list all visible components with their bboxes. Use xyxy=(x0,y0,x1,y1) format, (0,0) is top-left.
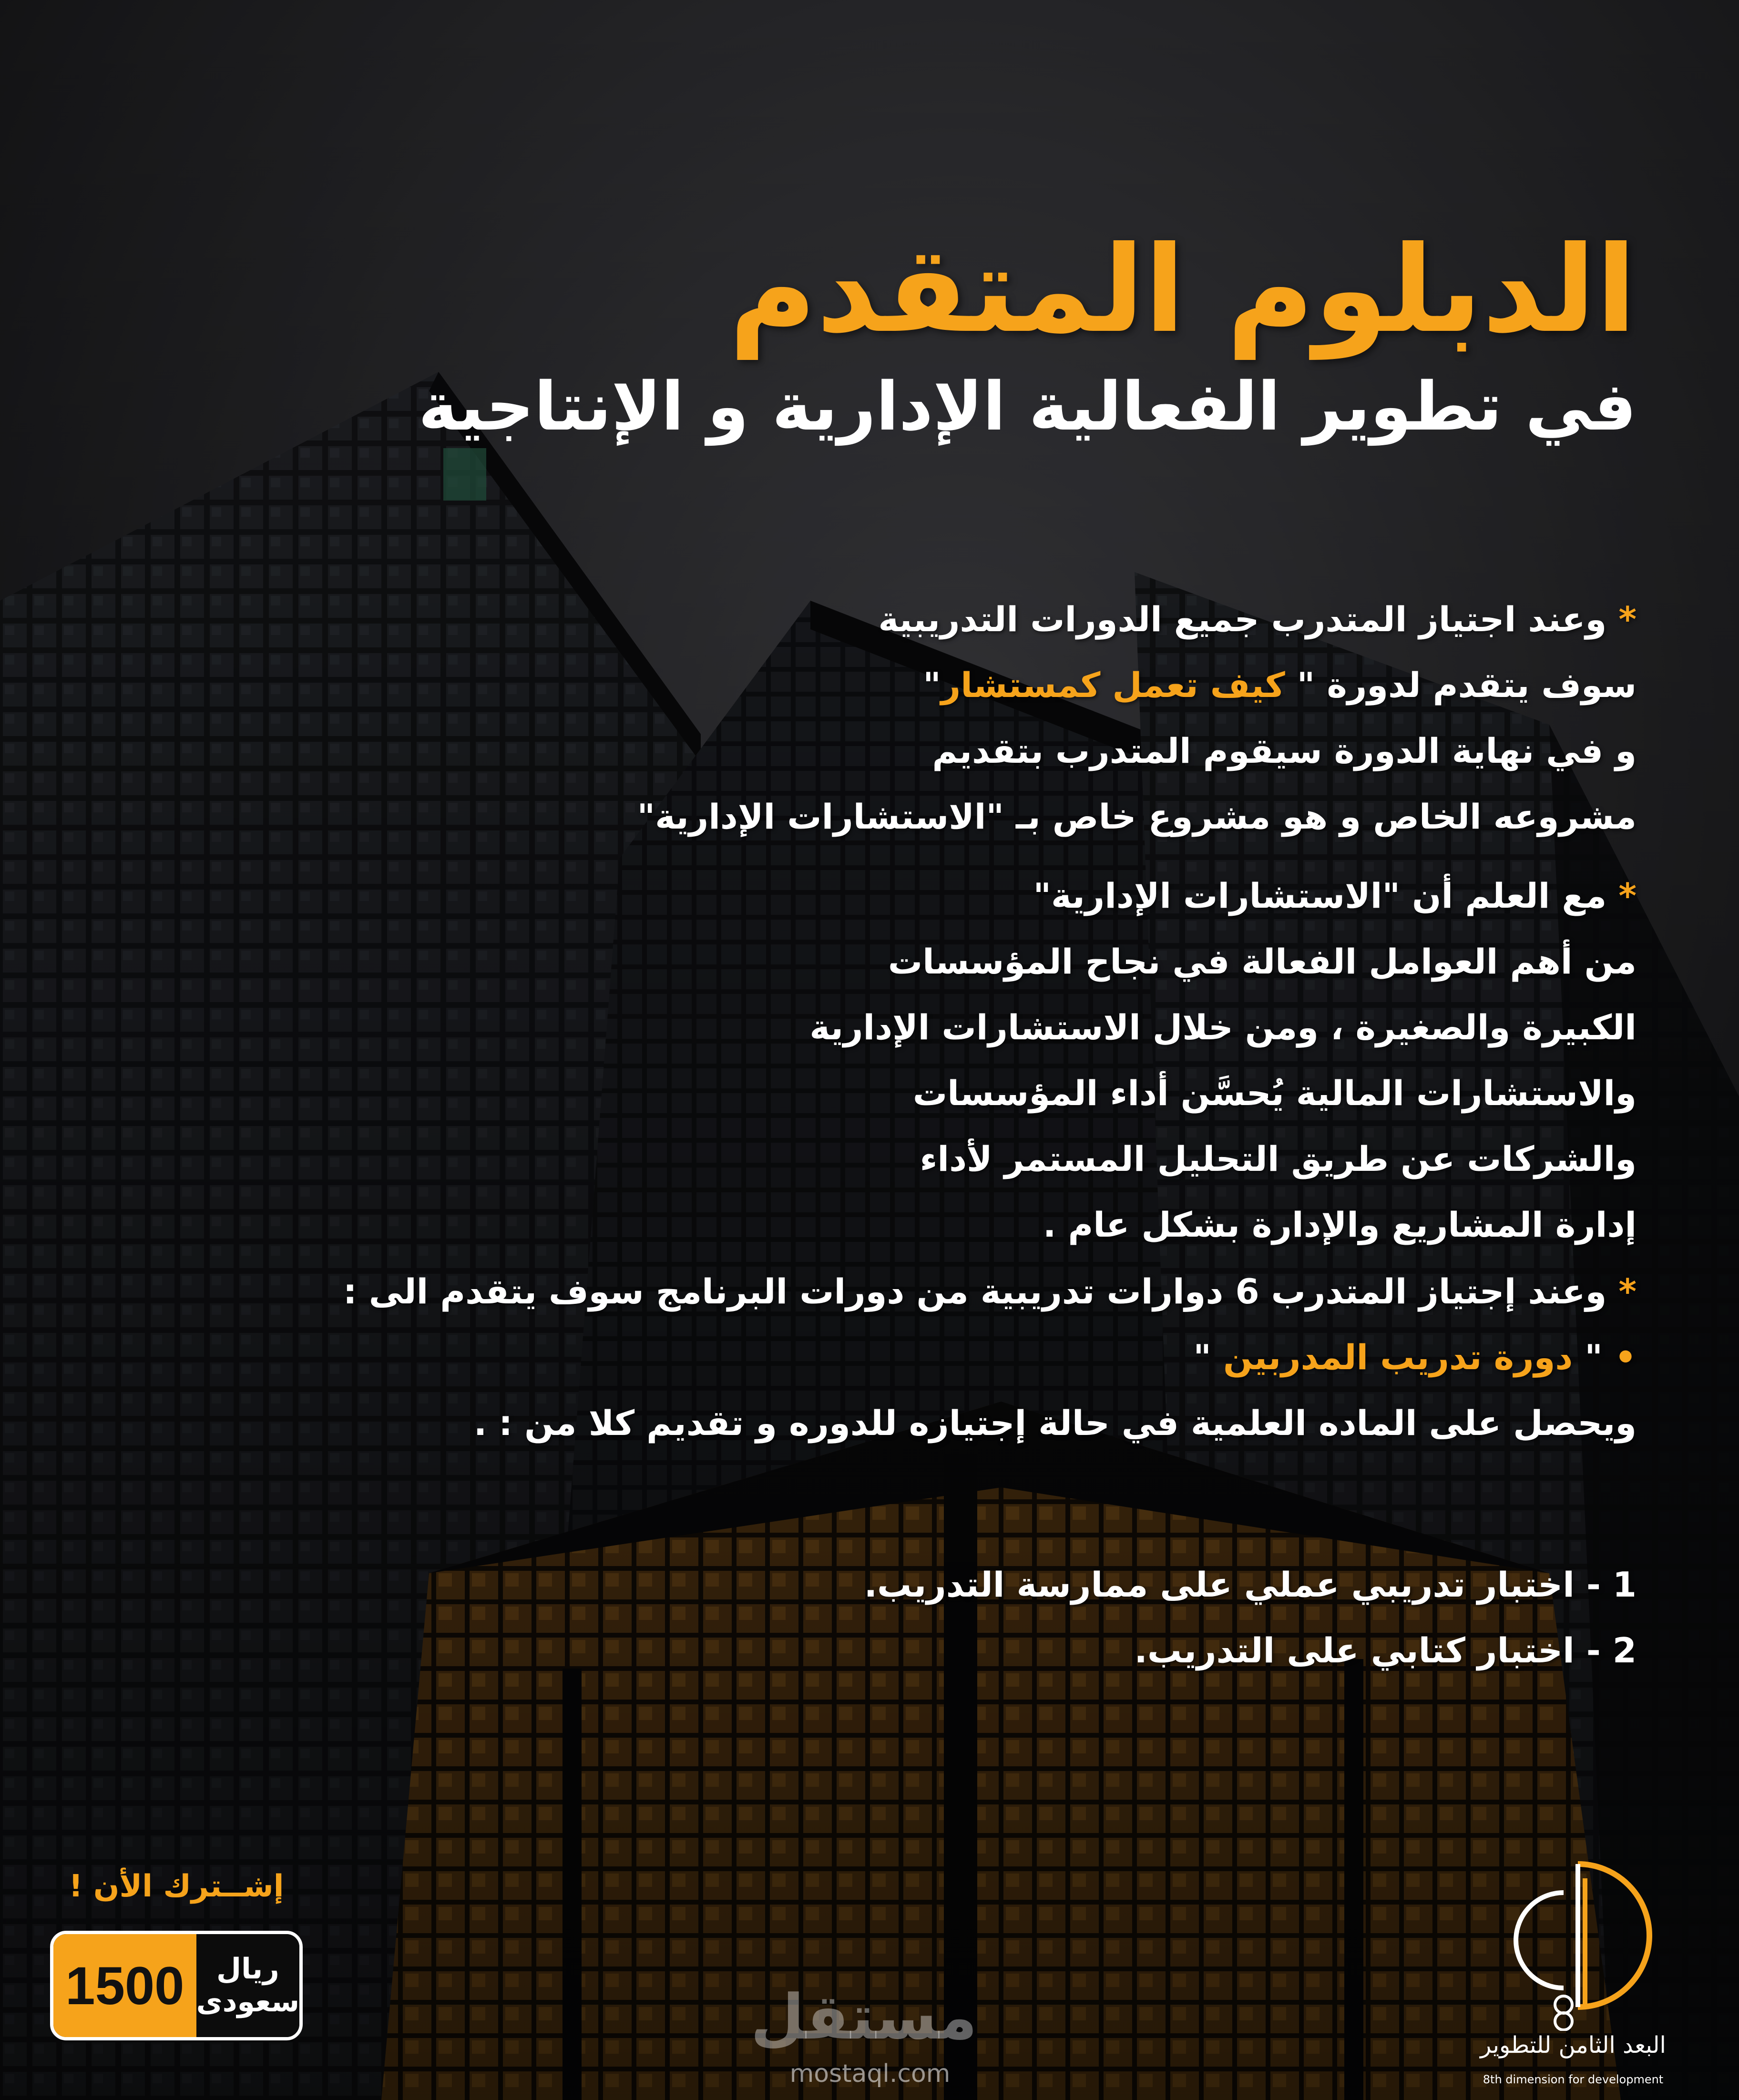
star-bullet: * xyxy=(1618,599,1637,639)
section-consulting-importance xyxy=(349,863,1637,1258)
trainer-course-name: دورة تدريب المدربين xyxy=(1223,1337,1573,1377)
section2-line4: والاستشارات المالية يُحسَّن أداء المؤسسات xyxy=(912,1073,1637,1113)
section1-line1: وعند اجتياز المتدرب جميع الدورات التدريبية xyxy=(878,599,1607,639)
section3-line1: وعند إجتياز المتدرب 6 دوارات تدريبية من دورات البرنامج سوف يتقدم الى : xyxy=(343,1271,1607,1311)
section3-course-before: " xyxy=(1573,1337,1603,1377)
section3-course-after: " xyxy=(1193,1337,1223,1377)
page-subtitle: في تطوير الفعالية الإدارية و الإنتاجية xyxy=(418,368,1637,446)
section1-line2-after: " xyxy=(923,665,941,705)
section3-line3: ويحصل على الماده العلمية في حالة إجتيازه للدوره و تقديم كلا من : . xyxy=(473,1403,1637,1443)
currency-line2: سعودى xyxy=(196,1985,299,2018)
star-bullet: * xyxy=(1618,1271,1637,1311)
watermark-logo: مستقل xyxy=(750,1981,977,2053)
section2-line3: الكبيرة والصغيرة ، ومن خلال الاستشارات الإدارية xyxy=(809,1007,1637,1047)
test-item: 2 - اختبار كتابي على التدريب. xyxy=(1134,1630,1637,1670)
watermark-url: mostaql.com xyxy=(789,2059,951,2088)
section1-line4: مشروعه الخاص و هو مشروع خاص بـ "الاستشارات الإدارية" xyxy=(637,797,1637,837)
brand-name-arabic: البعد الثامن للتطوير xyxy=(1480,2032,1666,2059)
dot-bullet: • xyxy=(1614,1337,1637,1377)
section1-line3: و في نهاية الدورة سيقوم المتدرب بتقديم xyxy=(932,731,1637,771)
section1-line2-before: سوف يتقدم لدورة " xyxy=(1285,665,1637,705)
subscribe-now-label[interactable]: إشــترك الأن ! xyxy=(69,1869,284,1904)
currency-line1: ريال xyxy=(216,1952,279,1986)
section-trainer-course xyxy=(343,1259,1637,1456)
tests-list xyxy=(349,1552,1637,1683)
section-graduation-course xyxy=(349,586,1637,850)
price-value: 1500 xyxy=(53,1934,196,2037)
currency-label xyxy=(196,1934,299,2037)
section2-line5: والشركات عن طريق التحليل المستمر لأداء xyxy=(920,1139,1637,1179)
section2-line6: إدارة المشاريع والإدارة بشكل عام . xyxy=(1043,1205,1637,1245)
brand-logo-icon xyxy=(1487,1850,1668,2031)
consultant-course-name: كيف تعمل كمستشار xyxy=(941,665,1285,705)
star-bullet: * xyxy=(1618,876,1637,916)
brand-name-english: 8th dimension for development xyxy=(1483,2073,1664,2086)
page-title: الدبلوم المتقدم xyxy=(729,220,1637,359)
section2-line1: مع العلم أن "الاستشارات الإدارية" xyxy=(1033,876,1607,916)
section2-line2: من أهم العوامل الفعالة في نجاح المؤسسات xyxy=(888,942,1637,982)
price-badge[interactable] xyxy=(50,1931,303,2040)
test-item: 1 - اختبار تدريبي عملي على ممارسة التدريب. xyxy=(864,1565,1637,1605)
